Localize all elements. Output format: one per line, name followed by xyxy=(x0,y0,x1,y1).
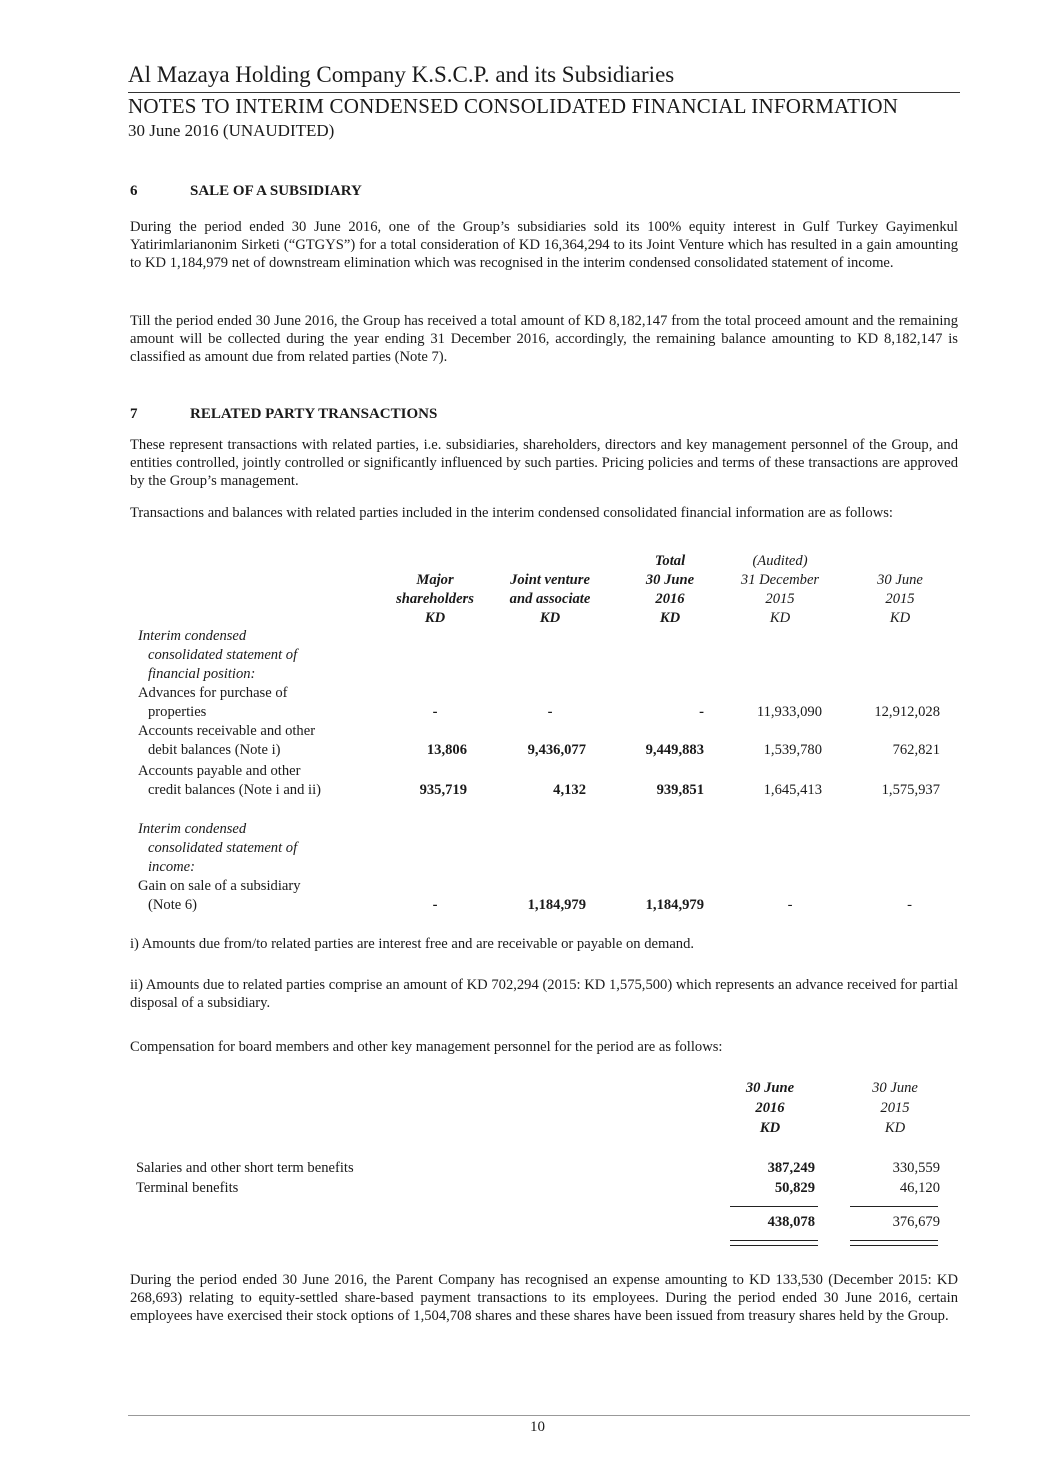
comp-col2-l2: 2015 xyxy=(880,1100,910,1116)
footer-rule xyxy=(128,1415,970,1416)
col1-header-l1: Major xyxy=(416,572,454,588)
comp-row-salaries-label: Salaries and other short term benefits xyxy=(136,1160,354,1176)
report-date: 30 June 2016 (UNAUDITED) xyxy=(128,121,335,140)
note-i: i) Amounts due from/to related parties are interest free and are receivable or payable on demand. xyxy=(130,936,695,952)
col5-header-unit: KD xyxy=(889,610,911,626)
company-name: Al Mazaya Holding Company K.S.C.P. and its Subsidiaries xyxy=(128,62,675,87)
col4-header-unit: KD xyxy=(769,610,791,626)
row-receivable-v2: 9,436,077 xyxy=(527,742,586,758)
share-based-payment-paragraph: During the period ended 30 June 2016, the Parent Company has recognised an expense amounting to KD 133,530 (December 2015: KD 268,693) relating to equity-settled share-based payment transactions to its employees. During the period ended 30 June 2016, certain employees have exercised their stock options of 1,504,708 shares and these shares have been issued from treasury shares held by the Group. xyxy=(130,1272,958,1324)
section-6-title: SALE OF A SUBSIDIARY xyxy=(190,183,362,199)
comp-col2-unit: KD xyxy=(884,1120,906,1136)
row-advances-label-l2: properties xyxy=(148,704,207,720)
section-7-number: 7 xyxy=(130,406,138,422)
row-advances-label-l1: Advances for purchase of xyxy=(138,685,288,701)
col4-header-l2: 2015 xyxy=(765,591,795,607)
row-advances-v4: 11,933,090 xyxy=(756,704,822,720)
section-6-number: 6 xyxy=(130,183,138,199)
col2-header-l2: and associate xyxy=(509,591,591,607)
comp-row-terminal-v1: 50,829 xyxy=(774,1180,815,1196)
section-7-paragraph-1: These represent transactions with related parties, i.e. subsidiaries, shareholders, directors and key management personnel of the Group, and entities controlled, jointly controlled or significantly influenced by such parties. Pricing policies and terms of these transactions are approved by the Group’s management. xyxy=(130,437,958,489)
section-7-paragraph-2: Transactions and balances with related parties included in the interim condensed consolidated financial information are as follows: xyxy=(130,505,893,521)
row-gain-v2: 1,184,979 xyxy=(527,897,586,913)
row-payable-label-l1: Accounts payable and other xyxy=(138,763,301,779)
section-6-paragraph-2: Till the period ended 30 June 2016, the Group has received a total amount of KD 8,182,147 from the total proceed amount and the remaining amount will be collected during the year ending 31 December 2016, accordingly, the remaining balance amounting to KD 8,182,147 is classified as amount due from related parties (Note 7). xyxy=(130,313,958,365)
comp-col1-l1: 30 June xyxy=(745,1080,795,1096)
col3-header-l2: 2016 xyxy=(655,591,685,607)
row-gain-v4: - xyxy=(787,897,793,913)
comp-double-rule-2 xyxy=(850,1240,938,1246)
col1-header-unit: KD xyxy=(424,610,446,626)
comp-total-v1: 438,078 xyxy=(767,1214,815,1230)
row-payable-label-l2: credit balances (Note i and ii) xyxy=(148,782,322,798)
section-6-heading xyxy=(130,183,362,200)
notes-title: NOTES TO INTERIM CONDENSED CONSOLIDATED FINANCIAL INFORMATION xyxy=(128,94,899,118)
group2-label-l1: Interim condensed xyxy=(138,821,247,837)
col2-header-unit: KD xyxy=(539,610,561,626)
row-advances-v1: - xyxy=(432,704,438,720)
row-payable-v3: 939,851 xyxy=(656,782,704,798)
col4-header-audited: (Audited) xyxy=(752,553,808,569)
comp-col1-unit: KD xyxy=(759,1120,781,1136)
col2-header-l1: Joint venture xyxy=(510,572,590,588)
section-7-heading xyxy=(130,406,437,423)
group1-label-l1: Interim condensed xyxy=(138,628,247,644)
group2-label-l3: income: xyxy=(148,859,196,875)
comp-double-rule-1 xyxy=(730,1240,818,1246)
row-receivable-v1: 13,806 xyxy=(426,742,467,758)
section-7-title: RELATED PARTY TRANSACTIONS xyxy=(190,406,438,422)
comp-row-salaries-v2: 330,559 xyxy=(892,1160,940,1176)
row-payable-v2: 4,132 xyxy=(553,782,586,798)
row-advances-v2: - xyxy=(547,704,553,720)
row-gain-v3: 1,184,979 xyxy=(645,897,704,913)
col5-header-l1: 30 June xyxy=(877,572,923,588)
page-number: 10 xyxy=(530,1419,545,1435)
group2-label-l2: consolidated statement of xyxy=(148,840,298,856)
row-gain-label-l2: (Note 6) xyxy=(148,897,198,913)
comp-total-rule-1 xyxy=(730,1206,818,1207)
row-gain-label-l1: Gain on sale of a subsidiary xyxy=(138,878,301,894)
comp-col1-l2: 2016 xyxy=(755,1100,785,1116)
row-receivable-v3: 9,449,883 xyxy=(645,742,704,758)
row-receivable-v4: 1,539,780 xyxy=(763,742,822,758)
col5-header-l2: 2015 xyxy=(885,591,915,607)
group1-label-l2: consolidated statement of xyxy=(148,647,298,663)
comp-row-terminal-v2: 46,120 xyxy=(899,1180,940,1196)
col3-header-unit: KD xyxy=(659,610,681,626)
row-advances-v3: - xyxy=(699,704,704,720)
comp-total-rule-2 xyxy=(850,1206,938,1207)
row-gain-v1: - xyxy=(432,897,438,913)
header-rule xyxy=(128,92,960,93)
row-advances-v5: 12,912,028 xyxy=(874,704,940,720)
row-payable-v5: 1,575,937 xyxy=(881,782,940,798)
row-receivable-v5: 762,821 xyxy=(892,742,940,758)
row-receivable-label-l1: Accounts receivable and other xyxy=(138,723,316,739)
col3-header-total: Total xyxy=(654,553,686,569)
row-gain-v5: - xyxy=(907,897,912,913)
comp-col2-l1: 30 June xyxy=(872,1080,918,1096)
row-receivable-label-l2: debit balances (Note i) xyxy=(148,742,281,758)
row-payable-v1: 935,719 xyxy=(419,782,467,798)
section-6-paragraph-1: During the period ended 30 June 2016, one of the Group’s subsidiaries sold its 100% equity interest in Gulf Turkey Gayimenkul Yatirimlarianonim Sirketi (“GTGYS”) for a total consideration of KD 16,364,294 to its Joint Venture which has resulted in a gain amounting to KD 1,184,979 net of downstream elimination which was recognised in the interim condensed consolidated statement of income. xyxy=(130,219,958,271)
comp-total-v2: 376,679 xyxy=(892,1214,940,1230)
col3-header-l1: 30 June xyxy=(645,572,695,588)
comp-row-terminal-label: Terminal benefits xyxy=(136,1180,239,1196)
comp-row-salaries-v1: 387,249 xyxy=(767,1160,815,1176)
compensation-intro: Compensation for board members and other key management personnel for the period are as follows: xyxy=(130,1039,723,1055)
note-ii: ii) Amounts due to related parties comprise an amount of KD 702,294 (2015: KD 1,575,500) which represents an advance received for partial disposal of a subsidiary. xyxy=(130,977,958,1011)
col4-header-l1: 31 December xyxy=(740,572,820,588)
group1-label-l3: financial position: xyxy=(148,666,256,682)
row-payable-v4: 1,645,413 xyxy=(763,782,822,798)
col1-header-l2: shareholders xyxy=(396,591,474,607)
